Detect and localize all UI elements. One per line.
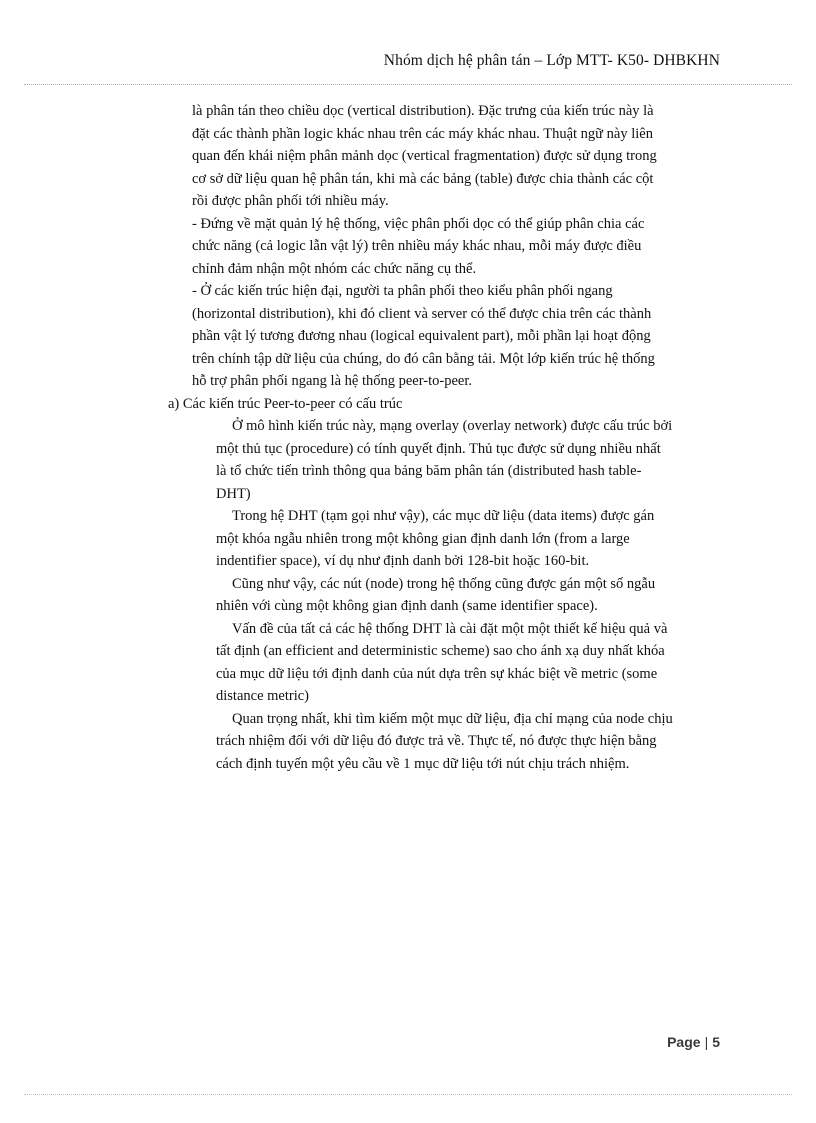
text-line: trách nhiệm đối với dữ liệu đó được trả về. Thực tế, nó được thực hiện bằng (216, 733, 657, 749)
text-line: Quan trọng nhất, khi tìm kiếm một mục dữ liệu, địa chỉ mạng của node chịu (232, 710, 673, 727)
text-line: Vấn đề của tất cả các hệ thống DHT là cài đặt một một thiết kế hiệu quả và (232, 620, 668, 637)
text-line: Ở mô hình kiến trúc này, mạng overlay (overlay network) được cấu trúc bởi (232, 418, 673, 434)
text-line: rồi được phân phối tới nhiều máy. (192, 193, 389, 209)
text-line: cách định tuyến một yêu cầu về 1 mục dữ liệu tới nút chịu trách nhiệm. (216, 755, 630, 772)
text-line: (horizontal distribution), khi đó client và server có thể được chia trên các thành (192, 305, 652, 322)
text-line: là tổ chức tiến trình thông qua bảng băm phân tán (distributed hash table- (216, 463, 642, 479)
page-number: 5 (712, 1034, 720, 1050)
text-line: Cũng như vậy, các nút (node) trong hệ thống cũng được gán một số ngẫu (232, 575, 656, 592)
text-line: - Ở các kiến trúc hiện đại, người ta phân phối theo kiểu phân phối ngang (192, 283, 613, 299)
text-line: - Đứng về mặt quản lý hệ thống, việc phân phối dọc có thể giúp phân chia các (192, 215, 645, 232)
text-line: hỗ trợ phân phối ngang là hệ thống peer-to-peer. (192, 373, 472, 389)
header-divider (24, 84, 792, 85)
text-line: indentifier space), ví dụ như định danh bởi 128-bit hoặc 160-bit. (216, 553, 590, 569)
footer-divider (24, 1094, 792, 1095)
text-line: nhiên với cùng một không gian định danh (same identifier space). (216, 598, 598, 614)
text-line: của mục dữ liệu tới định danh của nút dựa trên sự khác biệt về metric (some (216, 665, 658, 682)
text-line: quan đến khái niệm phân mảnh dọc (vertical fragmentation) được sử dụng trong (192, 148, 657, 164)
text-line: tất định (an efficient and deterministic scheme) sao cho ánh xạ duy nhất khóa (216, 643, 665, 659)
text-line: chức năng (cả logic lẫn vật lý) trên nhiều máy khác nhau, mỗi máy được điều (192, 238, 642, 254)
page-label: Page (667, 1034, 701, 1050)
document-body (168, 100, 732, 775)
text-line: chỉnh đảm nhận một nhóm các chức năng cụ thể. (192, 260, 477, 277)
page-separator: | (704, 1034, 709, 1050)
text-line: đặt các thành phần logic khác nhau trên các máy khác nhau. Thuật ngữ này liên (192, 125, 653, 142)
text-line: phần vật lý tương đương nhau (logical equivalent part), mỗi phần lại hoạt động (192, 328, 651, 344)
section-heading: a) Các kiến trúc Peer-to-peer có cấu trúc (168, 395, 403, 412)
text-line: distance metric) (216, 688, 309, 704)
page-footer (667, 1034, 720, 1050)
text-line: là phân tán theo chiều dọc (vertical distribution). Đặc trưng của kiến trúc này là (192, 103, 654, 119)
page-header: Nhóm dịch hệ phân tán – Lớp MTT- K50- DHBKHN (383, 52, 720, 69)
text-line: một khóa ngẫu nhiên trong một không gian định danh lớn (from a large (216, 530, 630, 547)
text-line: DHT) (216, 485, 251, 502)
text-line: cơ sở dữ liệu quan hệ phân tán, khi mà các bảng (table) được chia thành các cột (192, 170, 654, 187)
text-line: một thủ tục (procedure) có tính quyết định. Thủ tục được sử dụng nhiều nhất (216, 440, 661, 457)
text-line: Trong hệ DHT (tạm gọi như vậy), các mục dữ liệu (data items) được gán (232, 508, 655, 524)
text-line: trên chính tập dữ liệu của chúng, do đó cân bằng tải. Một lớp kiến trúc hệ thống (192, 350, 655, 367)
